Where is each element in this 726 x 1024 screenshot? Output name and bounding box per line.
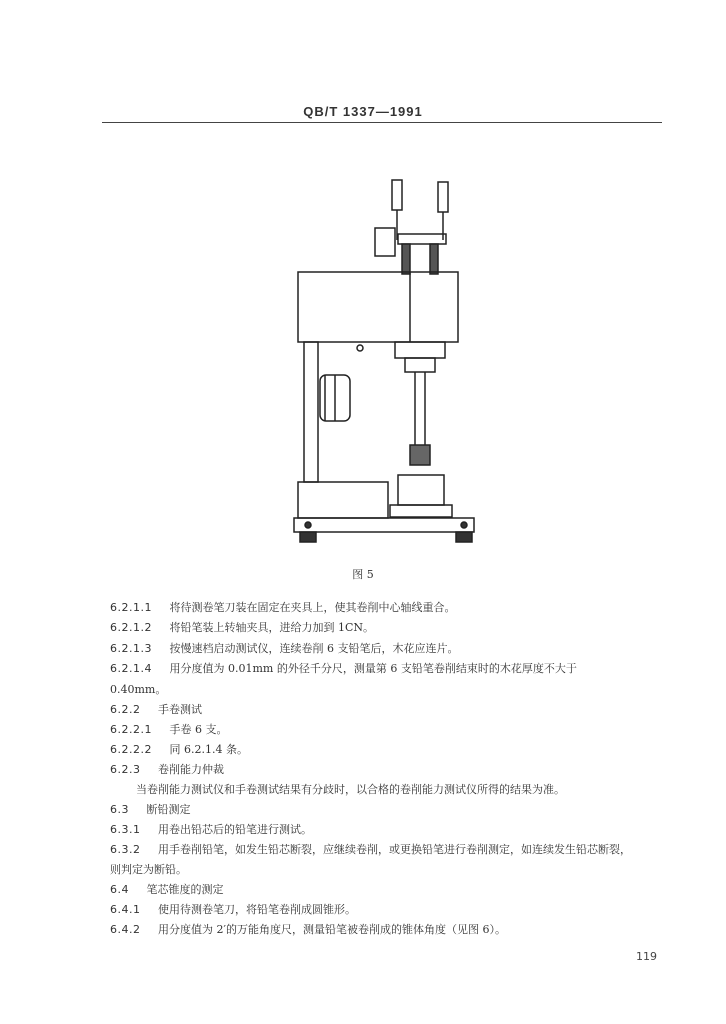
clause-text: 用分度值为 0.01mm 的外径千分尺，测量第 6 支铅笔卷削结束时的木花厚度不大于 — [169, 662, 577, 675]
clause-number: 6.2.1.3 — [110, 642, 152, 655]
feed-post-left — [392, 180, 402, 210]
clause-6-4-2 — [110, 922, 506, 938]
clause-6-2-1-3 — [110, 641, 458, 657]
page-number: 119 — [636, 950, 657, 963]
clause-text: 用卷出铅芯后的铅笔进行测试。 — [158, 823, 312, 836]
clause-number: 6.4.1 — [110, 903, 141, 916]
header-rule — [102, 122, 662, 123]
clause-6-2-2 — [110, 702, 202, 718]
clause-text: 同 6.2.1.4 条。 — [169, 743, 248, 756]
clause-text: 手卷 6 支。 — [169, 723, 228, 736]
clause-text: 将铅笔装上转轴夹具，进给力加到 1CN。 — [169, 621, 375, 634]
clause-text: 按慢速档启动测试仪，连续卷削 6 支铅笔后，木花应连片。 — [169, 642, 459, 655]
clause-number: 6.3 — [110, 803, 129, 816]
clause-number: 6.2.2.1 — [110, 723, 152, 736]
figure-caption: 图 5 — [352, 568, 374, 581]
support-column — [304, 342, 318, 482]
clause-6-4 — [110, 882, 224, 898]
clause-heading: 卷削能力仲裁 — [158, 763, 224, 776]
clause-number: 6.4.2 — [110, 923, 141, 936]
clause-6-3 — [110, 802, 191, 818]
clause-text: 0.40mm。 — [110, 683, 167, 696]
clause-6-2-1-4-continued — [110, 682, 166, 698]
clause-text: 当卷削能力测试仪和手卷测试结果有分歧时，以合格的卷削能力测试仪所得的结果为准。 — [136, 783, 565, 796]
clause-text: 将待测卷笔刀装在固定在夹具上，使其卷削中心轴线重合。 — [169, 601, 456, 614]
head-housing — [298, 272, 458, 342]
clause-number: 6.2.3 — [110, 763, 141, 776]
clause-number: 6.3.2 — [110, 843, 141, 856]
clause-heading: 笔芯锥度的测定 — [146, 883, 224, 896]
clause-6-2-2-2 — [110, 742, 248, 758]
clause-6-3-2-continued — [110, 862, 187, 878]
clause-number: 6.2.1.4 — [110, 662, 152, 675]
clause-6-2-3 — [110, 762, 224, 778]
clause-number: 6.2.2 — [110, 703, 141, 716]
clause-text: 用手卷削铅笔，如发生铅芯断裂，应继续卷削，或更换铅笔进行卷削测定，如连续发生铅芯断裂， — [158, 843, 631, 856]
feed-post-right — [438, 182, 448, 212]
clause-heading: 断铅测定 — [146, 803, 191, 816]
clause-6-2-2-1 — [110, 722, 227, 738]
clause-heading: 手卷测试 — [158, 703, 202, 716]
clause-number: 6.4 — [110, 883, 129, 896]
clause-number: 6.2.1.1 — [110, 601, 152, 614]
feed-motor — [375, 228, 395, 256]
clause-6-2-1-1 — [110, 600, 455, 616]
clause-text: 则判定为断铅。 — [110, 863, 187, 876]
clause-6-2-1-4 — [110, 661, 577, 677]
clause-text: 用分度值为 2′的万能角度尺，测量铅笔被卷削成的锥体角度（见图 6）。 — [158, 923, 506, 936]
clause-number: 6.2.2.2 — [110, 743, 152, 756]
clause-6-2-1-2 — [110, 620, 374, 636]
document-header: QB/T 1337—1991 — [303, 104, 423, 119]
clause-number: 6.2.1.2 — [110, 621, 152, 634]
clause-6-3-1 — [110, 822, 312, 838]
clause-number: 6.3.1 — [110, 823, 141, 836]
machine-base — [294, 518, 474, 532]
sharpening-tester-drawing — [280, 170, 490, 560]
clause-6-3-2 — [110, 842, 631, 858]
sharpener-clamp — [398, 475, 444, 505]
clause-6-4-1 — [110, 902, 356, 918]
clause-6-2-3-text — [136, 782, 565, 798]
clause-text: 使用待测卷笔刀，将铅笔卷削成圆锥形。 — [158, 903, 356, 916]
